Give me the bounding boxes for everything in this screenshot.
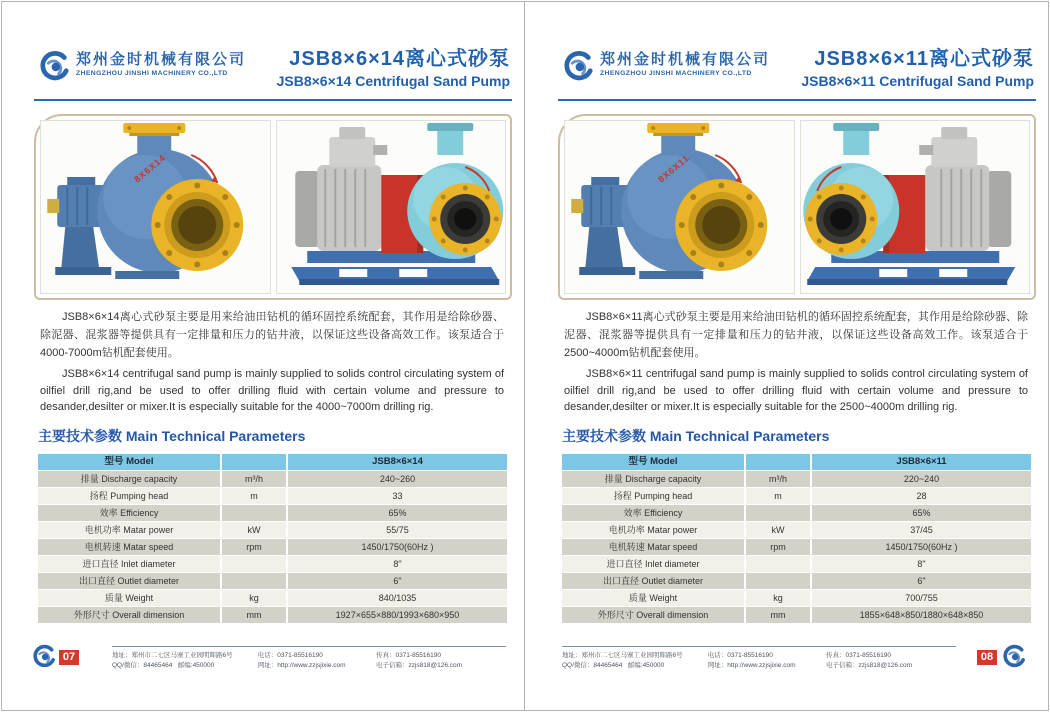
spec-unit bbox=[222, 454, 286, 470]
spec-unit bbox=[746, 573, 810, 589]
spec-row bbox=[562, 556, 1031, 572]
pump-illustration bbox=[41, 121, 270, 293]
company-name-en: ZHENGZHOU JINSHI MACHINERY CO.,LTD bbox=[600, 70, 752, 77]
spec-unit: kg bbox=[222, 590, 286, 606]
spec-unit: kW bbox=[746, 522, 810, 538]
pump-photo-bare bbox=[40, 120, 271, 294]
spec-row bbox=[562, 488, 1031, 504]
product-photo-panel bbox=[558, 114, 1036, 300]
spec-value: 220~240 bbox=[812, 471, 1031, 487]
spec-label: 外形尺寸 Overall dimension bbox=[38, 607, 220, 623]
spec-unit: rpm bbox=[746, 539, 810, 555]
header-divider-rule bbox=[34, 99, 512, 101]
spec-row bbox=[38, 505, 507, 521]
spec-unit bbox=[222, 556, 286, 572]
spec-value: 700/755 bbox=[812, 590, 1031, 606]
page-number-tag bbox=[30, 644, 79, 670]
spec-row bbox=[38, 488, 507, 504]
company-name-block bbox=[600, 50, 770, 77]
spec-label: 型号 Model bbox=[38, 454, 220, 470]
spec-row bbox=[38, 590, 507, 606]
spec-label: 型号 Model bbox=[562, 454, 744, 470]
spec-label: 出口直径 Outlet diameter bbox=[38, 573, 220, 589]
company-name-cn: 郑州金时机械有限公司 bbox=[600, 51, 771, 68]
contact-address: 地址：郑州市二七区马寨工业园明晖路6号 bbox=[112, 652, 233, 659]
contact-zip: 邮编:450000 bbox=[627, 662, 665, 669]
spec-row bbox=[562, 505, 1031, 521]
contact-info bbox=[112, 646, 506, 669]
contact-website: 网址：http://www.zzjsjixie.com bbox=[707, 662, 796, 669]
spec-value: 33 bbox=[288, 488, 507, 504]
company-name-en: ZHENGZHOU JINSHI MACHINERY CO.,LTD bbox=[76, 70, 228, 77]
pump-photo-assembly bbox=[276, 120, 507, 294]
contact-website: 网址：http://www.zzjsjixie.com bbox=[257, 662, 346, 669]
section-title: 主要技术参数 Main Technical Parameters bbox=[38, 428, 306, 444]
spec-value: 240~260 bbox=[288, 471, 507, 487]
spec-unit bbox=[746, 505, 810, 521]
spec-value: 6" bbox=[812, 573, 1031, 589]
footer-logo-icon bbox=[30, 644, 56, 670]
spec-value: 37/45 bbox=[812, 522, 1031, 538]
contact-tel: 电话：0371-85516190 bbox=[257, 652, 323, 659]
spec-row bbox=[38, 607, 507, 623]
spec-value: 1450/1750(60Hz ) bbox=[288, 539, 507, 555]
spec-unit: mm bbox=[746, 607, 810, 623]
spec-value: 1855×648×850/1880×648×850 bbox=[812, 607, 1031, 623]
spec-unit: m³/h bbox=[222, 471, 286, 487]
spec-label: 电机转速 Matar speed bbox=[38, 539, 220, 555]
swirl-logo-icon bbox=[36, 50, 70, 84]
product-title-en: JSB8×6×11 Centrifugal Sand Pump bbox=[801, 73, 1034, 89]
spec-row bbox=[562, 607, 1031, 623]
spec-value: 55/75 bbox=[288, 522, 507, 538]
pump-model-marking: 8X6X14 bbox=[132, 152, 168, 185]
page-number: 07 bbox=[59, 650, 79, 665]
header-divider-rule bbox=[558, 99, 1036, 101]
spec-label: 效率 Efficiency bbox=[562, 505, 744, 521]
spec-label: 质量 Weight bbox=[38, 590, 220, 606]
contact-email: 电子信箱：zzjs818@126.com bbox=[825, 662, 913, 669]
spec-unit: mm bbox=[222, 607, 286, 623]
spec-value: 1450/1750(60Hz ) bbox=[812, 539, 1031, 555]
contact-fax: 传真：0371-85516190 bbox=[375, 652, 441, 659]
spec-table bbox=[562, 454, 1031, 624]
page-header bbox=[36, 46, 510, 98]
contact-qq-zip bbox=[112, 660, 258, 669]
spec-value: 28 bbox=[812, 488, 1031, 504]
spec-unit: m bbox=[746, 488, 810, 504]
contact-tel: 电话：0371-85516190 bbox=[707, 652, 773, 659]
description-chinese: JSB8×6×11离心式砂泵主要是用来给油田钻机的循环固控系统配套，其作用是给除砂器、除泥器、混浆器等提供具有一定排量和压力的钻井液，以保证这些设备高效工作。该泵适合于2500~4000m钻机配套使用。 bbox=[564, 311, 1028, 360]
spec-label: 电机功率 Matar power bbox=[38, 522, 220, 538]
spec-row bbox=[38, 573, 507, 589]
contact-qq: QQ/微信：84465464 bbox=[112, 662, 173, 669]
description-english: JSB8×6×11 centrifugal sand pump is mainly supplied to solids control circulating system of oilfiel drill rig,and be used to offer drilling fluid with certain volume and pressure to desander,desilter or mixer.It is especially suitable for the 2500~4000m drilling rig. bbox=[564, 368, 1028, 413]
company-logo bbox=[560, 50, 770, 84]
spec-label: 出口直径 Outlet diameter bbox=[562, 573, 744, 589]
company-logo bbox=[36, 50, 246, 84]
spec-value: 65% bbox=[288, 505, 507, 521]
contact-qq: QQ/微信：84465464 bbox=[562, 662, 623, 669]
spec-row-model bbox=[562, 454, 1031, 470]
page-number-tag bbox=[977, 644, 1026, 670]
catalog-page-jsb8x6x11 bbox=[526, 2, 1048, 710]
swirl-logo-icon bbox=[560, 50, 594, 84]
pump-skid-illustration bbox=[801, 121, 1030, 293]
pump-photo-bare bbox=[564, 120, 795, 294]
contact-address: 地址：郑州市二七区马寨工业园明晖路6号 bbox=[562, 652, 683, 659]
contact-zip: 邮编:450000 bbox=[177, 662, 215, 669]
catalog-page-jsb8x6x14 bbox=[2, 2, 524, 710]
spec-label: 进口直径 Inlet diameter bbox=[562, 556, 744, 572]
spec-unit bbox=[746, 556, 810, 572]
product-title-cn: JSB8×6×11离心式砂泵 bbox=[814, 48, 1034, 70]
spec-value: 8" bbox=[288, 556, 507, 572]
spec-label: 排量 Discharge capacity bbox=[562, 471, 744, 487]
spec-label: 排量 Discharge capacity bbox=[38, 471, 220, 487]
spec-value: 1927×655×880/1993×680×950 bbox=[288, 607, 507, 623]
product-photo-panel bbox=[34, 114, 512, 300]
page-gutter-divider bbox=[524, 2, 525, 710]
description-english: JSB8×6×14 centrifugal sand pump is mainly supplied to solids control circulating system of oilfiel drill rig,and be used to offer drilling fluid with certain volume and pressure to desander,desilter or mixer.It is especially suitable for the 4000~7000m drilling rig. bbox=[40, 368, 504, 413]
spec-label: 电机转速 Matar speed bbox=[562, 539, 744, 555]
spec-value: JSB8×6×14 bbox=[288, 454, 507, 470]
contact-qq-zip bbox=[562, 660, 708, 669]
spec-unit: kW bbox=[222, 522, 286, 538]
spec-unit bbox=[222, 573, 286, 589]
spec-unit bbox=[222, 505, 286, 521]
page-header bbox=[560, 46, 1034, 98]
section-title: 主要技术参数 Main Technical Parameters bbox=[562, 428, 830, 444]
contact-email: 电子信箱：zzjs818@126.com bbox=[375, 662, 463, 669]
spec-row bbox=[562, 539, 1031, 555]
spec-row bbox=[38, 539, 507, 555]
spec-row bbox=[38, 471, 507, 487]
spec-row-model bbox=[38, 454, 507, 470]
pump-model-marking: 8X6X11 bbox=[656, 152, 692, 185]
spec-row bbox=[562, 471, 1031, 487]
contact-fax: 传真：0371-85516190 bbox=[825, 652, 891, 659]
page-number: 08 bbox=[977, 650, 997, 665]
description-chinese: JSB8×6×14离心式砂泵主要是用来给油田钻机的循环固控系统配套，其作用是给除砂器、除泥器、混浆器等提供具有一定排量和压力的钻井液，以保证这些设备高效工作。该泵适合于4000-7000m钻机配套使用。 bbox=[40, 311, 504, 360]
spec-label: 进口直径 Inlet diameter bbox=[38, 556, 220, 572]
spec-row bbox=[562, 590, 1031, 606]
spec-row bbox=[562, 522, 1031, 538]
spec-value: JSB8×6×11 bbox=[812, 454, 1031, 470]
product-title-en: JSB8×6×14 Centrifugal Sand Pump bbox=[276, 73, 510, 89]
company-name-block bbox=[76, 50, 246, 77]
pump-skid-illustration bbox=[277, 121, 506, 293]
spec-table bbox=[38, 454, 507, 624]
spec-unit: m bbox=[222, 488, 286, 504]
contact-info bbox=[562, 646, 956, 669]
spec-label: 扬程 Pumping head bbox=[38, 488, 220, 504]
spec-value: 65% bbox=[812, 505, 1031, 521]
spec-label: 效率 Efficiency bbox=[38, 505, 220, 521]
pump-illustration bbox=[565, 121, 794, 293]
spec-label: 扬程 Pumping head bbox=[562, 488, 744, 504]
spec-unit: rpm bbox=[222, 539, 286, 555]
spec-value: 8" bbox=[812, 556, 1031, 572]
spec-unit: m³/h bbox=[746, 471, 810, 487]
footer-logo-icon bbox=[1000, 644, 1026, 670]
spec-row bbox=[38, 556, 507, 572]
spec-label: 外形尺寸 Overall dimension bbox=[562, 607, 744, 623]
spec-label: 质量 Weight bbox=[562, 590, 744, 606]
product-title-block bbox=[277, 46, 510, 90]
spec-value: 840/1035 bbox=[288, 590, 507, 606]
spec-row bbox=[38, 522, 507, 538]
spec-value: 6" bbox=[288, 573, 507, 589]
company-name-cn: 郑州金时机械有限公司 bbox=[76, 51, 247, 68]
spec-unit: kg bbox=[746, 590, 810, 606]
spec-label: 电机功率 Matar power bbox=[562, 522, 744, 538]
pump-photo-assembly bbox=[800, 120, 1031, 294]
spec-row bbox=[562, 573, 1031, 589]
product-title-block bbox=[801, 46, 1034, 90]
spec-unit bbox=[746, 454, 810, 470]
product-title-cn: JSB8×6×14离心式砂泵 bbox=[289, 48, 510, 70]
